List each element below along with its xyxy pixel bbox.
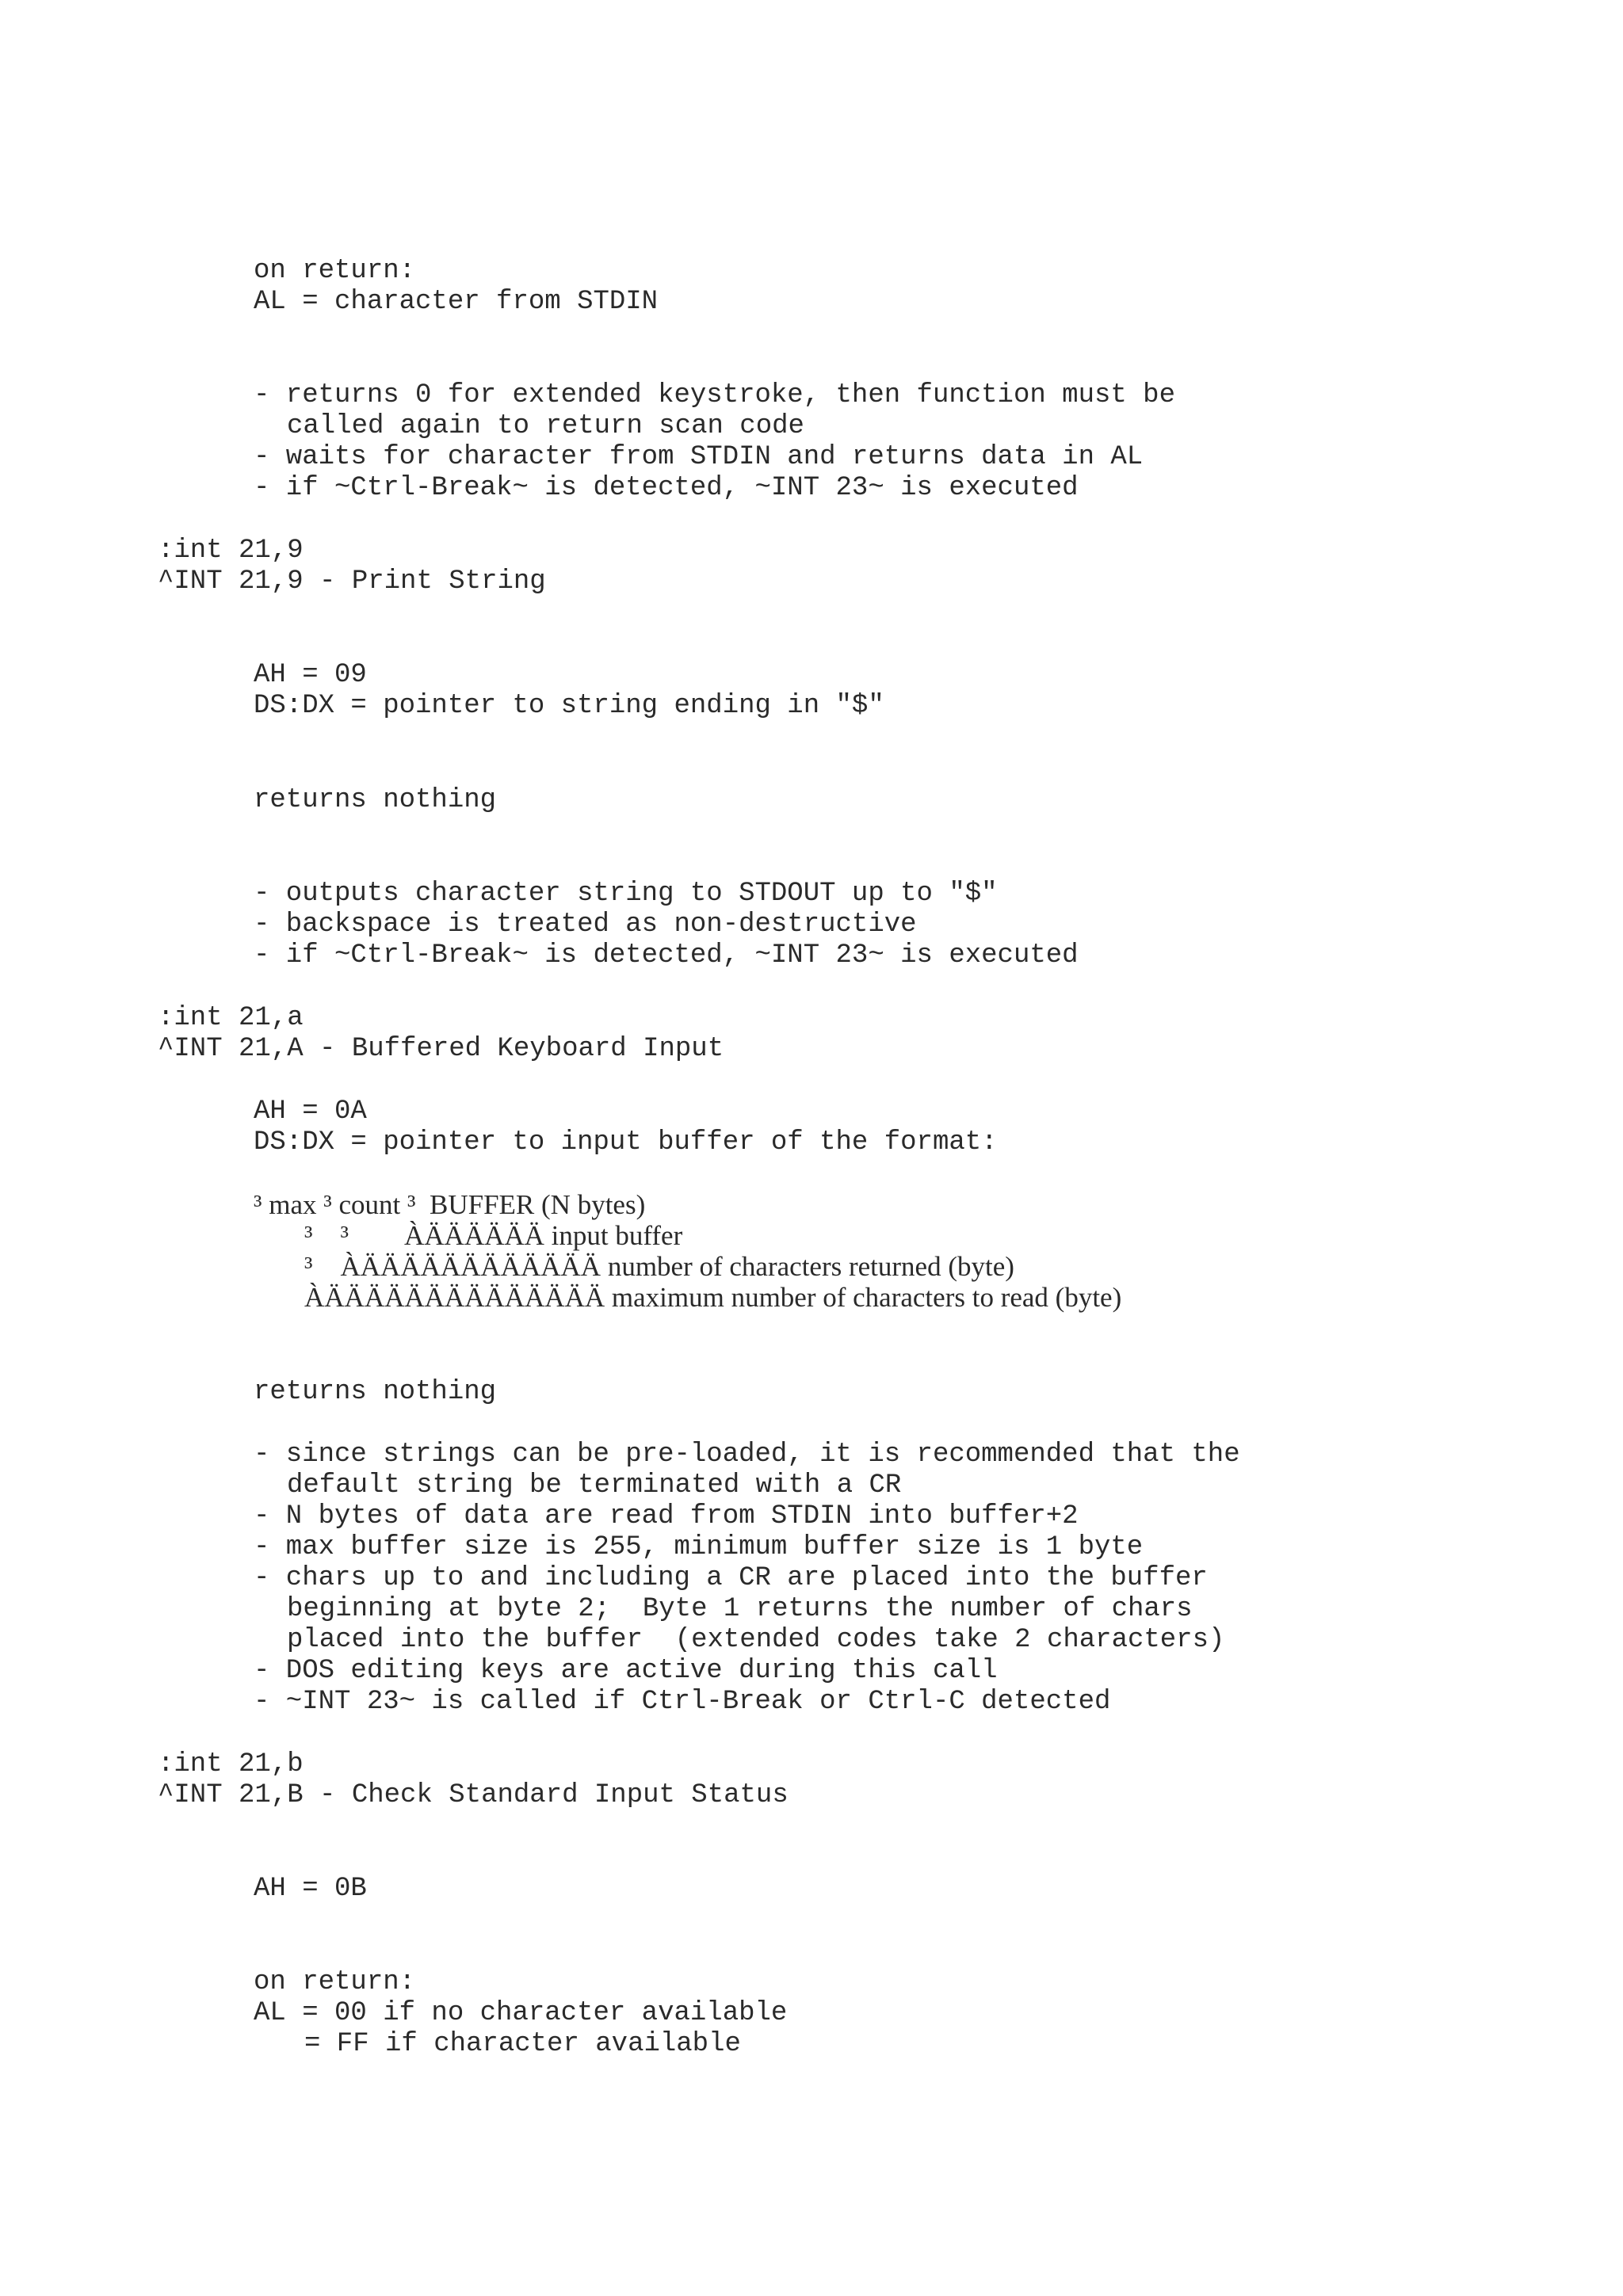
note-line-continued: default string be terminated with a CR [287,1470,902,1501]
register-line: DS:DX = pointer to input buffer of the format: [254,1127,998,1158]
topic-tag: :int 21,a [158,1003,304,1033]
returns-line: returns nothing [254,1377,497,1407]
note-line: - if ~Ctrl-Break~ is detected, ~INT 23~ is executed [254,940,1079,971]
note-line: - if ~Ctrl-Break~ is detected, ~INT 23~ is executed [254,473,1079,503]
note-line: - N bytes of data are read from STDIN into buffer+2 [254,1501,1079,1531]
returns-line: returns nothing [254,785,497,815]
buffer-diagram-line: ³ ³ ÀÄÄÄÄÄÄ input buffer [304,1220,683,1251]
al-return-line: AL = character from STDIN [254,287,659,317]
section-heading: ^INT 21,9 - Print String [158,566,546,597]
register-line: DS:DX = pointer to string ending in "$" [254,691,884,721]
al-return-line: AL = 00 if no character available [254,1998,788,2028]
section-heading: ^INT 21,A - Buffered Keyboard Input [158,1034,724,1064]
note-line-continued: beginning at byte 2; Byte 1 returns the number of chars [287,1594,1193,1624]
note-line: - outputs character string to STDOUT up to "$" [254,879,998,909]
al-return-line-continued: = FF if character available [304,2029,741,2059]
on-return-heading: on return: [254,1967,416,1997]
topic-tag: :int 21,b [158,1749,304,1779]
topic-tag: :int 21,9 [158,536,304,566]
note-line: - max buffer size is 255, minimum buffer size is 1 byte [254,1532,1144,1562]
note-line: - ~INT 23~ is called if Ctrl-Break or Ctrl-C detected [254,1687,1111,1717]
note-line: - waits for character from STDIN and returns data in AL [254,442,1144,472]
note-line: - since strings can be pre-loaded, it is recommended that the [254,1440,1240,1470]
buffer-diagram-header: ³ max ³ count ³ BUFFER (N bytes) [254,1189,646,1220]
note-line-continued: placed into the buffer (extended codes take 2 characters) [287,1625,1225,1655]
register-line: AH = 0A [254,1097,367,1127]
note-line: - backspace is treated as non-destructive [254,910,917,940]
note-line: - chars up to and including a CR are placed into the buffer [254,1563,1208,1593]
note-line: - returns 0 for extended keystroke, then function must be [254,380,1175,410]
on-return-heading: on return: [254,256,416,286]
note-line: - DOS editing keys are active during this call [254,1656,998,1686]
register-line: AH = 0B [254,1874,367,1904]
buffer-diagram-line: ³ ÀÄÄÄÄÄÄÄÄÄÄÄÄ number of characters returned (byte) [304,1251,1014,1282]
note-line-continued: called again to return scan code [287,411,804,441]
buffer-diagram-line: ÀÄÄÄÄÄÄÄÄÄÄÄÄÄÄ maximum number of characters to read (byte) [304,1282,1122,1313]
section-heading: ^INT 21,B - Check Standard Input Status [158,1780,789,1810]
register-line: AH = 09 [254,660,367,690]
